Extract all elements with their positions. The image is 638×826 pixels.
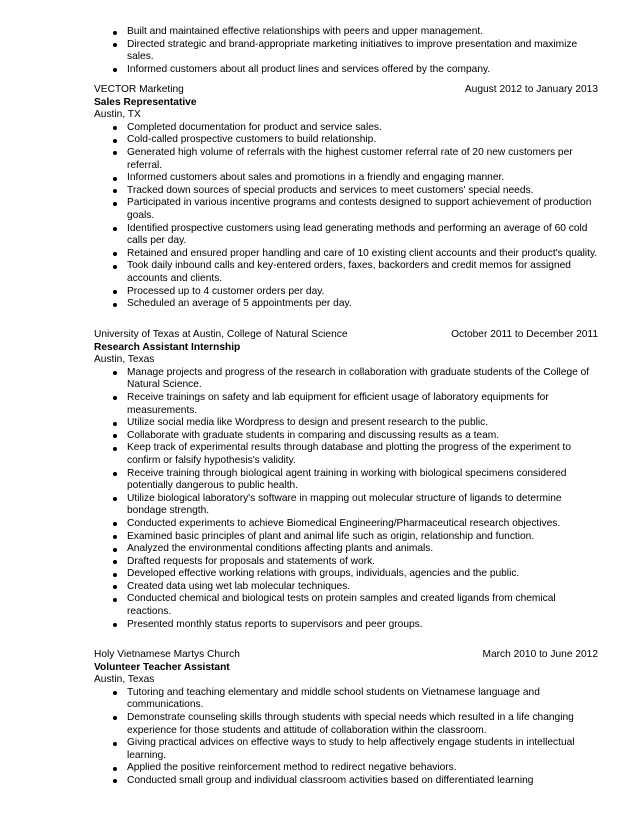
list-item: Receive trainings on safety and lab equipment for efficient usage of laboratory equipments for measurements. (0, 392, 638, 417)
employer-name: Holy Vietnamese Martys Church (94, 649, 240, 660)
list-item: Took daily inbound calls and key-entered orders, faxes, backorders and credit memos for assigned accounts and clients. (0, 260, 638, 285)
list-item: Informed customers about sales and promotions in a friendly and engaging manner. (0, 172, 638, 185)
list-item: Retained and ensured proper handling and care of 10 existing client accounts and their product's quality. (0, 248, 638, 261)
list-item: Conducted small group and individual classroom activities based on differentiated learning (0, 775, 638, 788)
employment-dates: March 2010 to June 2012 (482, 649, 598, 660)
job-location: Austin, TX (94, 109, 141, 121)
list-item: Utilize social media like Wordpress to design and present research to the public. (0, 417, 638, 430)
list-item: Analyzed the environmental conditions affecting plants and animals. (0, 543, 638, 556)
employment-dates: August 2012 to January 2013 (464, 84, 598, 95)
list-item: Giving practical advices on effective ways to study to help affectively engage students in intellectual learning. (0, 737, 638, 762)
list-item: Keep track of experimental results through database and plotting the progress of the experiment to confirm or falsify hypothesis's validity. (0, 442, 638, 467)
list-item: Utilize biological laboratory's software in mapping out molecular structure of ligands to determine bondage strength. (0, 493, 638, 518)
list-item: Applied the positive reinforcement method to redirect negative behaviors. (0, 762, 638, 775)
job-bullet-list (0, 122, 638, 311)
job-bullet-list (0, 367, 638, 631)
job-title: Volunteer Teacher Assistant (94, 661, 230, 673)
employer-name: VECTOR Marketing (94, 84, 184, 95)
list-item: Created data using wet lab molecular techniques. (0, 581, 638, 594)
list-item: Developed effective working relations with groups, individuals, agencies and the public. (0, 568, 638, 581)
job-entry-church (0, 649, 638, 788)
list-item: Presented monthly status reports to supervisors and peer groups. (0, 619, 638, 632)
list-item: Identified prospective customers using lead generating methods and performing an average of 60 cold calls per day. (0, 223, 638, 248)
list-item: Directed strategic and brand-appropriate marketing initiatives to improve presentation and maximize sales. (0, 39, 638, 64)
list-item: Manage projects and progress of the research in collaboration with graduate students of the College of Natural Science. (0, 367, 638, 392)
list-item: Participated in various incentive programs and contests designed to support achievement of production goals. (0, 197, 638, 222)
job-location: Austin, Texas (94, 674, 155, 686)
list-item: Scheduled an average of 5 appointments per day. (0, 298, 638, 311)
job-entry-vector (0, 84, 638, 311)
list-item: Conducted experiments to achieve Biomedical Engineering/Pharmaceutical research objectives. (0, 518, 638, 531)
list-item: Drafted requests for proposals and statements of work. (0, 556, 638, 569)
list-item: Cold-called prospective customers to build relationship. (0, 134, 638, 147)
list-item: Informed customers about all product lines and services offered by the company. (0, 64, 638, 77)
job-location: Austin, Texas (94, 354, 155, 366)
intro-bullet-list (0, 26, 638, 76)
list-item: Receive training through biological agent training in working with biological specimens considered potentially dangerous to public health. (0, 468, 638, 493)
job-title: Research Assistant Internship (94, 341, 241, 353)
job-entry-ut-austin (0, 329, 638, 631)
list-item: Collaborate with graduate students in comparing and discussing results as a team. (0, 430, 638, 443)
list-item: Examined basic principles of plant and animal life such as origin, relationship and function. (0, 531, 638, 544)
employment-dates: October 2011 to December 2011 (451, 329, 598, 340)
job-title: Sales Representative (94, 96, 197, 108)
job-bullet-list (0, 687, 638, 788)
list-item: Generated high volume of referrals with the highest customer referral rate of 20 new customers per referral. (0, 147, 638, 172)
list-item: Processed up to 4 customer orders per day. (0, 286, 638, 299)
list-item: Built and maintained effective relationships with peers and upper management. (0, 26, 638, 39)
list-item: Demonstrate counseling skills through students with special needs which resulted in a life changing experience for those students and attitude of collaboration within the classroom. (0, 712, 638, 737)
list-item: Tracked down sources of special products and services to meet customers' special needs. (0, 185, 638, 198)
list-item: Conducted chemical and biological tests on protein samples and created ligands from chemical reactions. (0, 593, 638, 618)
employer-name: University of Texas at Austin, College of Natural Science (94, 329, 348, 340)
list-item: Completed documentation for product and service sales. (0, 122, 638, 135)
list-item: Tutoring and teaching elementary and middle school students on Vietnamese language and communications. (0, 687, 638, 712)
